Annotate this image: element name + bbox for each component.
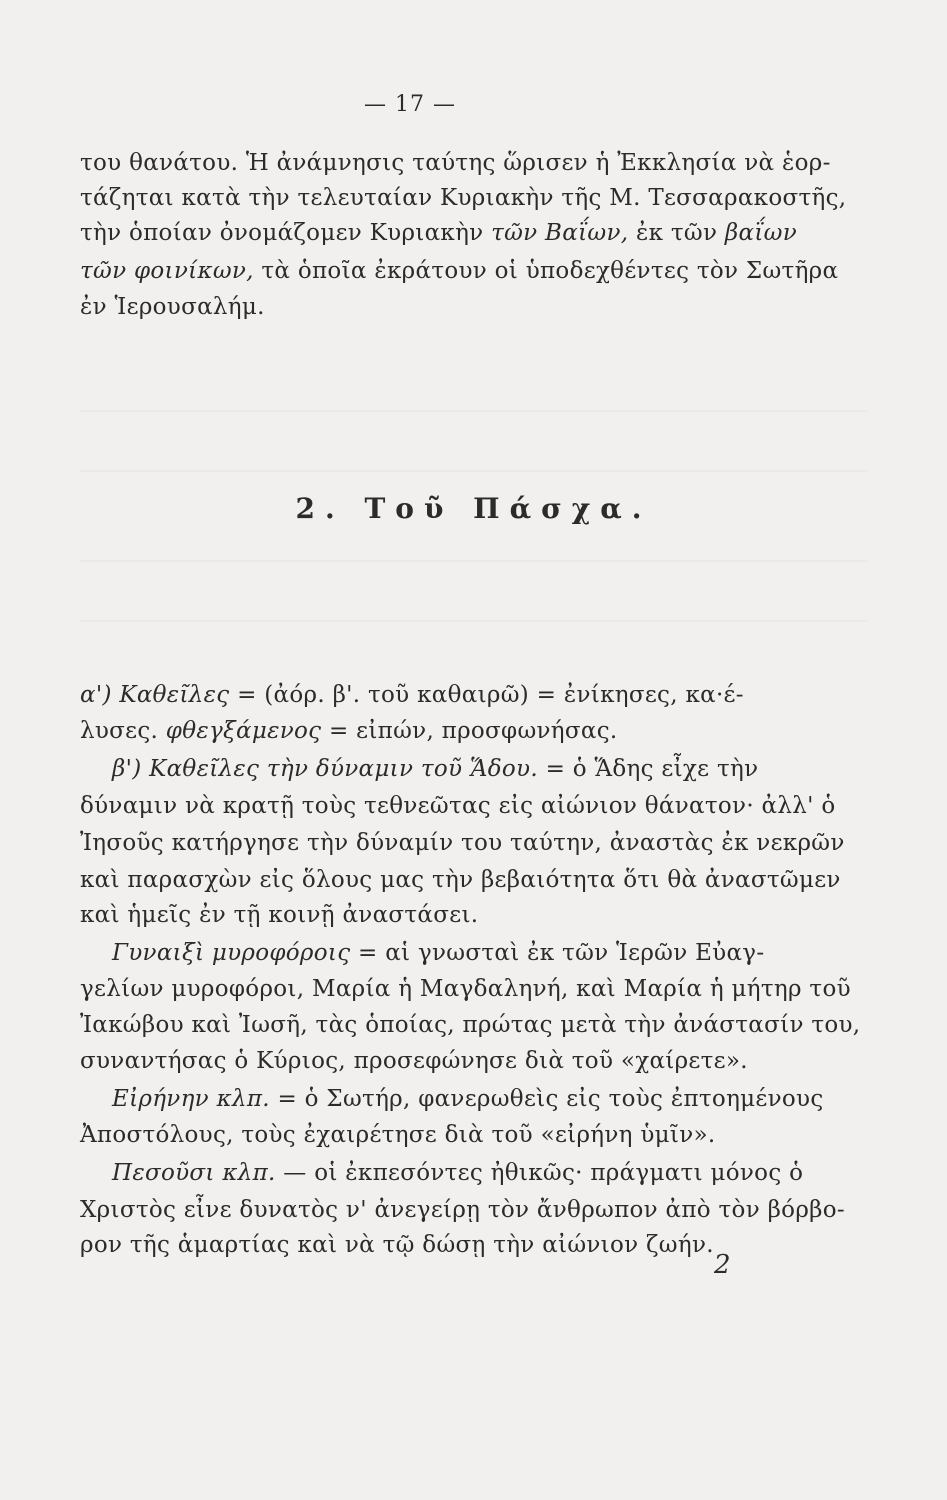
note-b-line-3: Ἰησοῦς κατήργησε τὴν δύναμίν του ταύτην, ἀναστὰς ἐκ νεκρῶν	[80, 830, 845, 856]
note-text: = ὁ Ἅδης εἶχε τὴν	[545, 756, 759, 782]
intro-italic-term: βαΐων	[724, 220, 797, 246]
note-text: = εἰπών, προσφωνήσας.	[328, 718, 618, 744]
note-b-line-2: δύναμιν νὰ κρατῇ τοὺς τεθνεῶτας εἰς αἰώνιον θάνατον· ἀλλ' ὁ	[80, 793, 836, 819]
note-a-line-1	[80, 680, 744, 710]
intro-line-1: του θανάτου. Ἡ ἀνάμνησις ταύτης ὥρισεν ἡ Ἐκκλησία νὰ ἑορ-	[80, 150, 831, 176]
note-term: Εἰρήνην κλπ.	[112, 1086, 270, 1112]
intro-text: ἐκ τῶν	[635, 220, 718, 246]
intro-line-2: τάζηται κατὰ τὴν τελευταίαν Κυριακὴν τῆς Μ. Τεσσαρακοστῆς,	[80, 185, 847, 211]
intro-text: τὴν ὁποίαν ὀνομάζομεν Κυριακὴν	[80, 220, 484, 246]
note-b-line-1	[112, 754, 758, 784]
note-a-line-2	[80, 716, 618, 746]
intro-line-5: ἐν Ἱερουσαλήμ.	[80, 294, 265, 320]
intro-line-3	[80, 218, 797, 248]
note-d-line-1	[112, 1084, 824, 1114]
bleed-through-line	[80, 470, 867, 472]
note-b-line-5: καὶ ἡμεῖς ἐν τῇ κοινῇ ἀναστάσει.	[80, 902, 479, 928]
note-term: β') Καθεῖλες τὴν δύναμιν τοῦ Ἅδου.	[112, 756, 538, 782]
note-e-line-2: Χριστὸς εἶνε δυνατὸς ν' ἀνεγείρῃ τὸν ἄνθρωπον ἀπὸ τὸν βόρβο-	[80, 1197, 845, 1223]
note-term: α') Καθεῖλες	[80, 682, 230, 708]
intro-line-4	[80, 256, 838, 286]
note-text: = ὁ Σωτήρ, φανερωθεὶς εἰς τοὺς ἐπτοημένους	[277, 1086, 824, 1112]
note-d-line-2: Ἀποστόλους, τοὺς ἐχαιρέτησε διὰ τοῦ «εἰρήνη ὑμῖν».	[80, 1122, 716, 1148]
note-text: — οἱ ἐκπεσόντες ἠθικῶς· πράγματι μόνος ὁ	[283, 1160, 804, 1186]
bleed-through-line	[80, 560, 867, 562]
bleed-through-line	[80, 410, 867, 412]
intro-italic-term: τῶν φοινίκων,	[80, 258, 254, 284]
note-c-line-3: Ἰακώβου καὶ Ἰωσῆ, τὰς ὁποίας, πρώτας μετὰ τὴν ἀνάστασίν του,	[80, 1012, 861, 1038]
intro-text: τὰ ὁποῖα ἐκράτουν οἱ ὑποδεχθέντες τὸν Σωτῆρα	[261, 258, 839, 284]
note-c-line-1	[112, 938, 764, 968]
note-b-line-4: καὶ παρασχὼν εἰς ὅλους μας τὴν βεβαιότητα ὅτι θὰ ἀναστῶμεν	[80, 867, 841, 893]
note-c-line-4: συναντήσας ὁ Κύριος, προσεφώνησε διὰ τοῦ «χαίρετε».	[80, 1048, 748, 1074]
note-text: = (ἀόρ. β'. τοῦ καθαιρῶ) = ἐνίκησες, κα·έ-	[237, 682, 744, 708]
note-text: = αἱ γνωσταὶ ἐκ τῶν Ἱερῶν Εὐαγ-	[358, 940, 765, 966]
bleed-through-line	[80, 620, 867, 622]
note-e-line-1	[112, 1158, 803, 1188]
signature-mark: 2	[714, 1250, 731, 1280]
note-e-line-3: ρον τῆς ἁμαρτίας καὶ νὰ τῷ δώσῃ τὴν αἰώνιον ζωήν.	[80, 1232, 714, 1258]
note-term: Γυναιξὶ μυροφόροις	[112, 940, 351, 966]
intro-italic-term: τῶν Βαΐων,	[491, 220, 629, 246]
note-term: Πεσοῦσι κλπ.	[112, 1160, 276, 1186]
note-text: λυσες.	[80, 718, 159, 744]
note-term: φθεγξάμενος	[165, 718, 322, 744]
note-c-line-2: γελίων μυροφόροι, Μαρία ἡ Μαγδαληνή, καὶ Μαρία ἡ μήτηρ τοῦ	[80, 976, 851, 1002]
section-heading: 2. Τοῦ Πάσχα.	[295, 492, 652, 525]
page-number: — 17 —	[364, 92, 456, 117]
